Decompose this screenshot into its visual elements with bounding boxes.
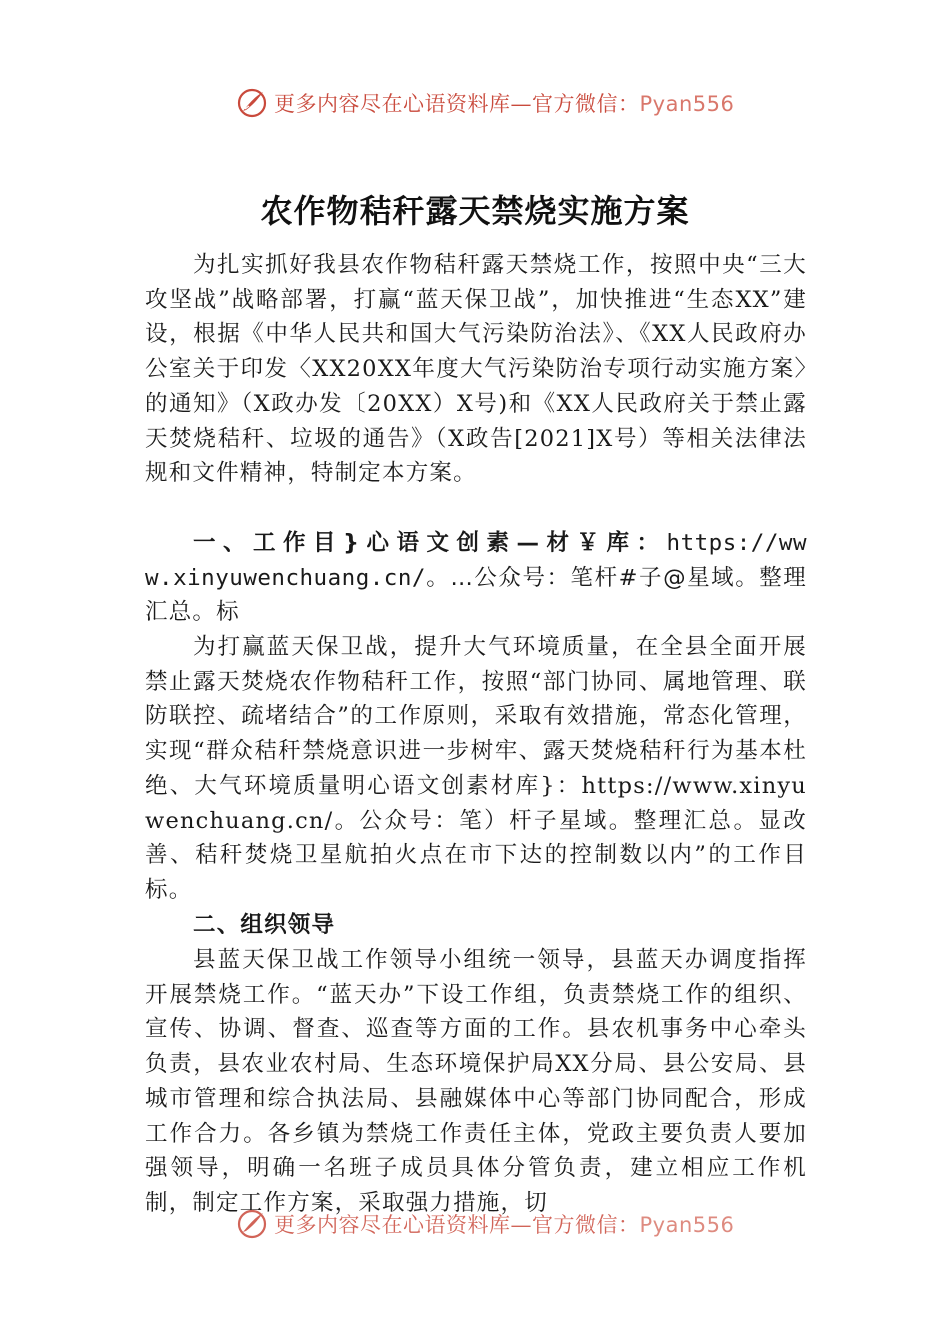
watermark-banner-top (236, 86, 734, 120)
quill-pen-logo-icon (236, 87, 268, 119)
watermark-wechat-id: Pyan556 (639, 92, 735, 116)
intro-paragraph: 为扎实抓好我县农作物秸秆露天禁烧工作，按照中央“三大攻坚战”战略部署，打赢“蓝天保卫战”，加快推进“生态XX”建设，根据《中华人民共和国大气污染防治法》、《XX人民政府办公室关于印发〈XX20XX年度大气污染防治专项行动实施方案〉的通知》（X政办发〔20XX）X号)和《XX人民政府关于禁止露天焚烧秸秆、垃圾的通告》（X政告[2021]X号）等相关法律法规和文件精神，特制定本方案。 (145, 252, 807, 487)
section1-heading-rest: 。…公众号：笔杆#子@星域。整理汇总。标 (145, 564, 807, 626)
watermark-banner-bottom (236, 1207, 734, 1241)
section2-heading: 二、组织领导 (193, 912, 336, 938)
quill-pen-logo-icon (236, 1208, 268, 1240)
watermark-text: 更多内容尽在心语资料库—官方微信：Pyan556 (274, 1213, 735, 1237)
section1-heading (145, 526, 807, 630)
watermark-wechat-id: Pyan556 (639, 1213, 735, 1237)
section1-paragraph: 为打赢蓝天保卫战，提升大气环境质量，在全县全面开展禁止露天焚烧农作物秸秆工作，按照“部门协同、属地管理、联防联控、疏堵结合”的工作原则，采取有效措施，常态化管理，实现“群众秸秆禁烧意识进一步树牢、露天焚烧秸秆行为基本杜绝、大气环境质量明心语文创素材库}：https://www.xinyuwenchuang.cn/。公众号：笔）杆子星域。整理汇总。显改善、秸秆焚烧卫星航拍火点在市下达的控制数以内”的工作目标。 (145, 634, 807, 903)
document-title: 农作物秸秆露天禁烧实施方案 (260, 192, 690, 230)
section2-paragraph: 县蓝天保卫战工作领导小组统一领导，县蓝天办调度指挥开展禁烧工作。“蓝天办”下设工作组，负责禁烧工作的组织、宣传、协调、督查、巡查等方面的工作。县农机事务中心牵头负责，县农业农村局、生态环境保护局XX分局、县公安局、县城市管理和综合执法局、县融媒体中心等部门协同配合，形成工作合力。各乡镇为禁烧工作责任主体，党政主要负责人要加强领导，明确一名班子成员具体分管负责，建立相应工作机制，制定工作方案，采取强力措施，切 (145, 947, 807, 1216)
section1-heading-lead: 一、工作目}心语文创素—材￥库： (193, 530, 667, 556)
section1-heading-url: https://www.xinyuwenchuang.cn/ (145, 530, 807, 591)
watermark-text: 更多内容尽在心语资料库—官方微信：Pyan556 (274, 92, 735, 116)
